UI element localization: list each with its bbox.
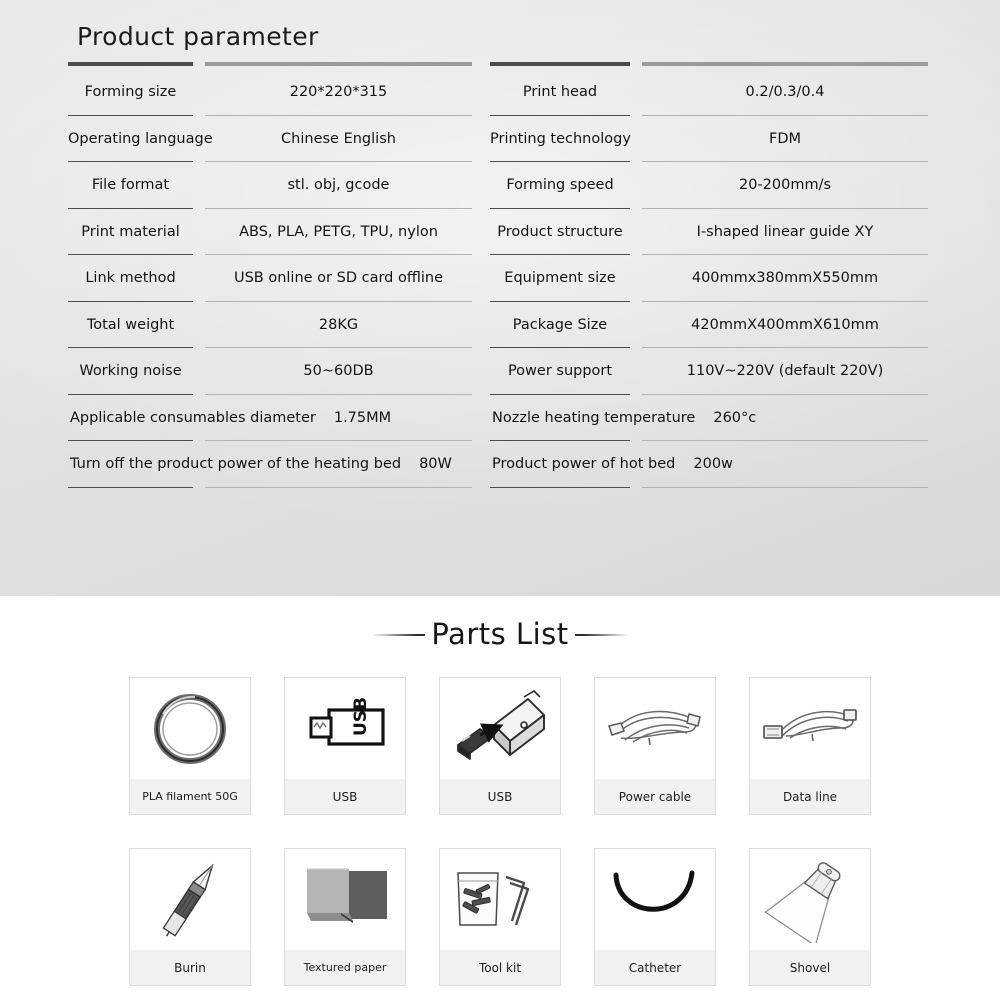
spec-row-value: 80W	[419, 456, 452, 473]
part-card[interactable]	[749, 848, 871, 986]
part-card-label: Tool kit	[440, 950, 560, 985]
part-card[interactable]	[129, 848, 251, 986]
heading-dash-right-icon	[575, 634, 629, 636]
usb-flash-drive-icon	[285, 678, 405, 779]
part-card-label: Burin	[130, 950, 250, 985]
part-card[interactable]	[284, 848, 406, 986]
spec-row	[490, 302, 928, 349]
part-card-label: PLA filament 50G	[130, 779, 250, 814]
spec-row	[68, 69, 472, 116]
spec-row	[68, 302, 472, 349]
spec-row-label: Operating language	[68, 130, 213, 147]
spec-row	[490, 69, 928, 116]
spec-row	[68, 209, 472, 256]
spec-row	[490, 348, 928, 395]
spec-row-value: 28KG	[318, 316, 359, 333]
part-card[interactable]	[594, 677, 716, 815]
part-card-label: Catheter	[595, 950, 715, 985]
spec-row-value: 0.2/0.3/0.4	[745, 84, 825, 101]
spec-row-label: File format	[91, 177, 170, 194]
hobby-knife-icon	[130, 849, 250, 950]
textured-sheet-icon	[285, 849, 405, 950]
spec-table-left-column	[68, 62, 472, 488]
spec-row-value: 400mmx380mmX550mm	[691, 270, 879, 287]
part-card-label: Shovel	[750, 950, 870, 985]
spec-row-value: stl. obj, gcode	[287, 177, 390, 194]
spec-row-value: FDM	[768, 130, 802, 147]
spec-row	[68, 395, 472, 442]
spec-row-label: Applicable consumables diameter	[70, 409, 316, 426]
spec-row-label: Nozzle heating temperature	[492, 409, 696, 426]
sd-card-reader-icon	[440, 678, 560, 779]
spec-row	[68, 116, 472, 163]
spec-row-label: Product power of hot bed	[492, 456, 676, 473]
power-cable-icon	[595, 678, 715, 779]
spec-row-label: Print head	[522, 84, 598, 101]
spec-row	[68, 441, 472, 488]
spec-row-label: Package Size	[512, 316, 608, 333]
spec-row-value: 220*220*315	[289, 84, 388, 101]
spec-row-label: Total weight	[86, 316, 175, 333]
spec-row-label: Print material	[81, 223, 180, 240]
value-rule	[642, 62, 928, 66]
parts-grid	[129, 677, 874, 986]
tool-kit-bag-icon	[440, 849, 560, 950]
spec-row	[490, 162, 928, 209]
part-card-label: Power cable	[595, 779, 715, 814]
scraper-shovel-icon	[750, 849, 870, 950]
spec-row-label: Equipment size	[504, 270, 616, 287]
spec-row-value: 50~60DB	[303, 363, 374, 380]
part-card-label: USB	[440, 779, 560, 814]
parts-list-heading	[0, 617, 1000, 651]
spec-row-value: 1.75MM	[333, 409, 392, 426]
part-card[interactable]	[439, 848, 561, 986]
spec-row-value: 200w	[693, 456, 733, 473]
spec-row-label: Power support	[507, 363, 613, 380]
ptfe-tube-icon	[595, 849, 715, 950]
heading-dash-left-icon	[371, 634, 425, 636]
part-card[interactable]	[129, 677, 251, 815]
spec-row-label: Product structure	[497, 223, 623, 240]
part-card[interactable]	[594, 848, 716, 986]
spec-row-value: ABS, PLA, PETG, TPU, nylon	[239, 223, 438, 240]
right-column-top-rule	[490, 62, 928, 69]
spec-row-label: Printing technology	[490, 130, 631, 147]
left-column-top-rule	[68, 62, 472, 69]
filament-coil-icon	[130, 678, 250, 779]
part-card-label: Data line	[750, 779, 870, 814]
spec-row-label: Link method	[85, 270, 176, 287]
spec-row-value: USB online or SD card offline	[233, 270, 444, 287]
spec-row	[490, 255, 928, 302]
label-rule	[490, 62, 630, 66]
spec-row-value: Chinese English	[281, 130, 396, 147]
part-card[interactable]	[749, 677, 871, 815]
product-parameter-title: Product parameter	[77, 22, 319, 51]
spec-row-label: Working noise	[79, 363, 182, 380]
part-card-label: Textured paper	[285, 950, 405, 985]
spec-row-value: 420mmX400mmX610mm	[691, 316, 879, 333]
spec-row-value: I-shaped linear guide XY	[696, 223, 874, 240]
label-rule	[68, 62, 193, 66]
part-card[interactable]	[284, 677, 406, 815]
value-rule	[205, 62, 472, 66]
spec-row	[68, 348, 472, 395]
spec-row	[490, 441, 928, 488]
spec-row-value: 260°c	[713, 409, 757, 426]
svg-text:USB: USB	[351, 696, 371, 736]
spec-row-label: Forming size	[84, 84, 177, 101]
spec-row	[490, 116, 928, 163]
part-card[interactable]	[439, 677, 561, 815]
spec-row-value: 20-200mm/s	[738, 177, 832, 194]
part-card-label: USB	[285, 779, 405, 814]
spec-table	[0, 62, 1000, 488]
data-cable-icon	[750, 678, 870, 779]
spec-row	[68, 162, 472, 209]
parts-list-title: Parts List	[431, 617, 569, 651]
spec-row-value: 110V~220V (default 220V)	[686, 363, 884, 380]
spec-row-label: Turn off the product power of the heating bed	[70, 456, 402, 473]
spec-row	[490, 395, 928, 442]
spec-table-right-column	[490, 62, 928, 488]
spec-row	[68, 255, 472, 302]
spec-row	[490, 209, 928, 256]
spec-row-label: Forming speed	[506, 177, 614, 194]
